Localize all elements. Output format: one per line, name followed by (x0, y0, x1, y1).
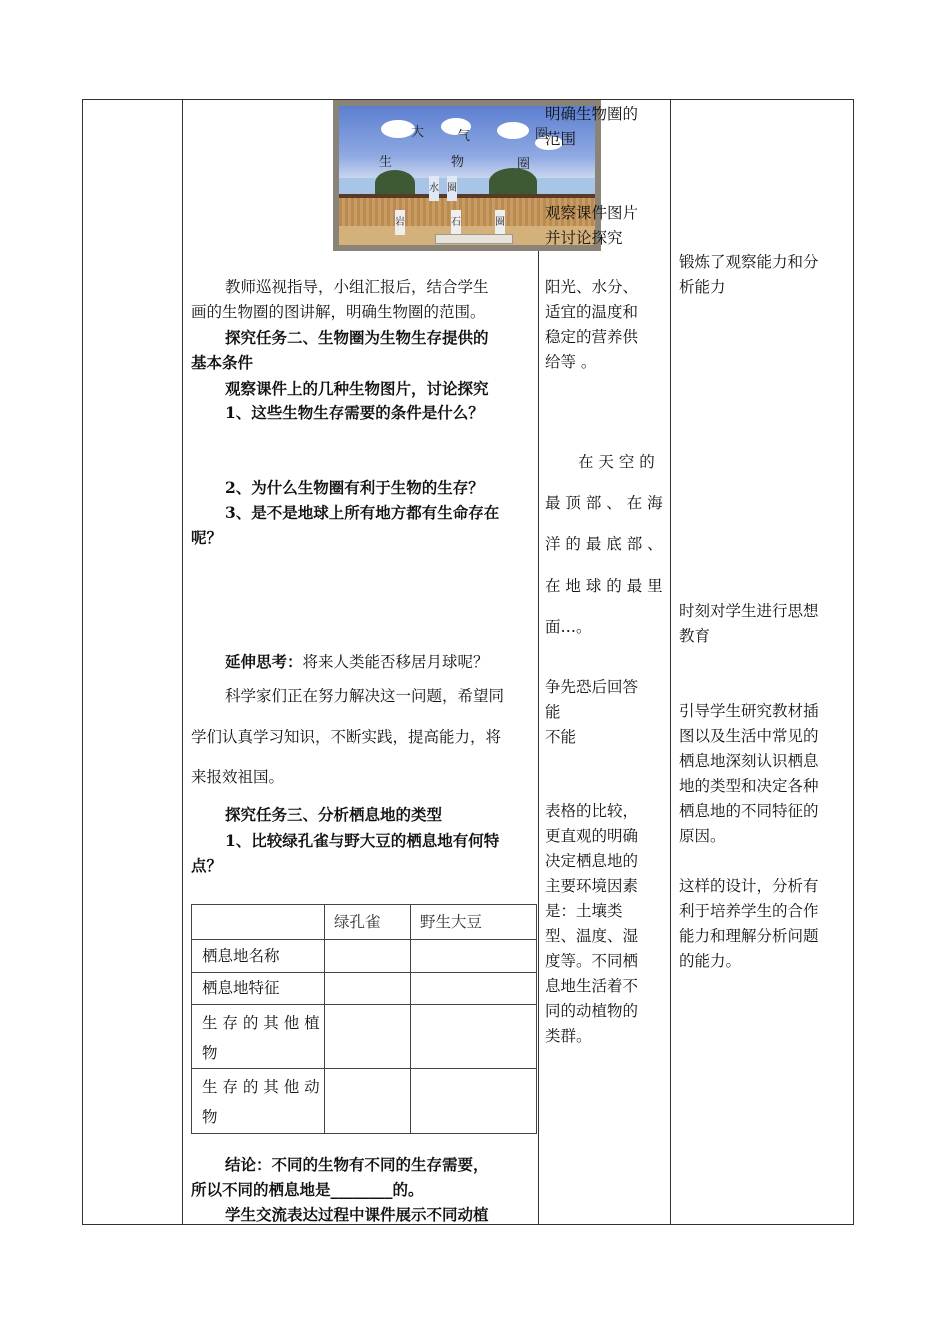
intent-line: 教育 (679, 627, 711, 645)
activity-line: 在 天 空 的 (578, 453, 655, 471)
extension-thinking (225, 649, 489, 675)
extension-label: 延伸思考： (225, 652, 303, 671)
intent-line: 的能力。 (679, 952, 742, 970)
paragraph-line: 科学家们正在努力解决这一问题，希望同 (225, 687, 505, 705)
table-row-label: 栖息地特征 (202, 979, 280, 997)
activity-line: 适宜的温度和 (545, 303, 639, 321)
activity-line: 并讨论探究 (545, 229, 623, 247)
activity-line: 表格的比较， (545, 802, 639, 820)
table-header: 野生大豆 (420, 913, 483, 931)
paragraph-line: 学生交流表达过程中课件展示不同动植 (225, 1205, 489, 1224)
activity-line: 类群。 (545, 1027, 592, 1045)
photo-label: 岩 (395, 210, 405, 235)
activity-line: 同的动植物的 (545, 1002, 639, 1020)
photo-caption-plate (435, 234, 513, 244)
photo-label: 大 (411, 125, 425, 140)
table-row-label: 栖息地名称 (202, 947, 280, 965)
column-divider (670, 100, 671, 1224)
paragraph-line: 画的生物圈的图讲解，明确生物圈的范围。 (191, 303, 486, 321)
activity-line: 度等。不同栖 (545, 952, 639, 970)
activity-line: 能 (545, 703, 561, 721)
question: 呢？ (191, 528, 223, 547)
activity-line: 稳定的营养供 (545, 328, 639, 346)
column-1-empty (83, 100, 182, 1224)
column-student-activity (545, 100, 665, 1224)
question: 1、比较绿孔雀与野大豆的栖息地有何特 (225, 831, 500, 850)
activity-line: 面…。 (545, 618, 592, 636)
activity-line: 争先恐后回答 (545, 678, 639, 696)
photo-label: 圈 (535, 127, 549, 142)
instruction: 观察课件上的几种生物图片，讨论探究 (225, 379, 489, 398)
task-heading: 基本条件 (191, 353, 254, 372)
activity-line: 给等 。 (545, 353, 597, 371)
activity-line: 不能 (545, 728, 577, 746)
intent-line: 原因。 (679, 827, 726, 845)
activity-line: 阳光、水分、 (545, 278, 639, 296)
column-design-intent (679, 100, 849, 1224)
paragraph-line: 学们认真学习知识，不断实践，提高能力，将 (191, 728, 502, 746)
conclusion: 结论：不同的生物有不同的生存需要， (225, 1155, 489, 1174)
intent-line: 栖息地深刻认识栖息 (679, 752, 819, 770)
intent-line: 这样的设计，分析有 (679, 877, 819, 895)
photo-label: 气 (457, 129, 471, 144)
intent-line: 锻炼了观察能力和分 (679, 253, 819, 271)
question: 1、这些生物生存需要的条件是什么？ (225, 403, 484, 422)
activity-line: 是：土壤类 (545, 902, 623, 920)
activity-line: 型、温度、湿 (545, 927, 639, 945)
column-divider (538, 100, 539, 1224)
activity-line: 决定栖息地的 (545, 852, 639, 870)
conclusion: 所以不同的栖息地是________的。 (191, 1180, 424, 1199)
photo-label: 生 (379, 155, 393, 170)
paragraph-line: 来报效祖国。 (191, 768, 285, 786)
lesson-plan-table (82, 99, 854, 1225)
intent-line: 析能力 (679, 278, 726, 296)
intent-line: 地的类型和决定各种 (679, 777, 819, 795)
intent-line: 利于培养学生的合作 (679, 902, 819, 920)
activity-line: 明确生物圈的 (545, 105, 639, 123)
column-teaching-process (183, 100, 549, 1224)
activity-line: 范围 (545, 130, 577, 148)
photo-label: 圈 (447, 176, 457, 201)
intent-line: 时刻对学生进行思想 (679, 602, 819, 620)
activity-line: 主要环境因素 (545, 877, 639, 895)
activity-line: 观察课件图片 (545, 204, 639, 222)
photo-label: 圈 (495, 210, 505, 235)
table-row-label: 生 存 的 其 他 植 (202, 1014, 320, 1032)
question: 2、为什么生物圈有利于生物的生存？ (225, 478, 484, 497)
question: 点？ (191, 856, 223, 875)
extension-text: 将来人类能否移居月球呢？ (302, 653, 489, 671)
intent-line: 引导学生研究教材插 (679, 702, 819, 720)
table-row-label: 物 (202, 1044, 218, 1062)
intent-line: 能力和理解分析问题 (679, 927, 819, 945)
activity-line: 息地生活着不 (545, 977, 639, 995)
question: 3、是不是地球上所有地方都有生命存在 (225, 503, 500, 522)
table-header: 绿孔雀 (334, 913, 381, 931)
table-row-label: 生 存 的 其 他 动 (202, 1078, 320, 1096)
activity-line: 最 顶 部 、 在 海 (545, 494, 663, 512)
photo-label: 物 (451, 155, 465, 170)
activity-line: 更直观的明确 (545, 827, 639, 845)
table-row-label: 物 (202, 1108, 218, 1126)
photo-label: 圈 (517, 157, 531, 172)
photo-label: 石 (451, 210, 461, 235)
activity-line: 在 地 球 的 最 里 (545, 577, 663, 595)
task-heading: 探究任务二、生物圈为生物生存提供的 (225, 328, 489, 347)
habitat-comparison-table (191, 904, 537, 1134)
paragraph-line: 教师巡视指导，小组汇报后，结合学生 (225, 278, 489, 296)
intent-line: 图以及生活中常见的 (679, 727, 819, 745)
task-heading: 探究任务三、分析栖息地的类型 (225, 805, 443, 824)
intent-line: 栖息地的不同特征的 (679, 802, 819, 820)
photo-label: 水 (429, 176, 439, 201)
activity-line: 洋 的 最 底 部 、 (545, 535, 663, 553)
